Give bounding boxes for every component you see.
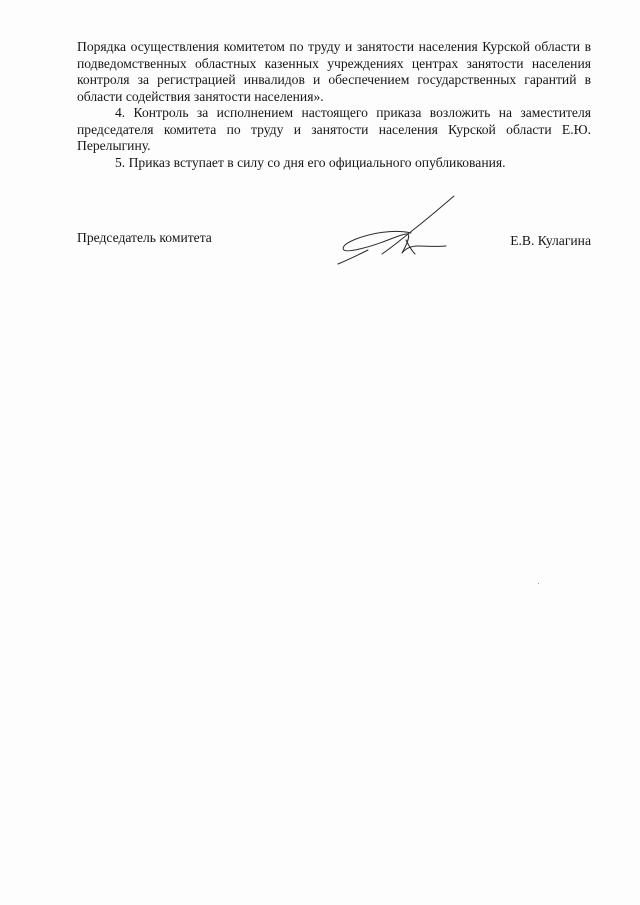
scan-speck — [538, 583, 539, 584]
document-body — [77, 39, 591, 171]
signature-block — [77, 230, 591, 270]
signatory-title: Председатель комитета — [77, 230, 212, 245]
paragraph-item-4-control: 4. Контроль за исполнением настоящего приказа возложить на заместителя председателя комитета по труду и занятости населения Курской области Е.Ю. Перелыгину. — [77, 105, 591, 153]
paragraph-procedure-continuation: Порядка осуществления комитетом по труду и занятости населения Курской области в подведомственных областных казенных учреждениях центрах занятости населения контроля за регистрацией инвалидов и обеспечением государственных гарантий в области содействия занятости населения». — [77, 39, 591, 104]
signatory-name: Е.В. Кулагина — [510, 233, 591, 248]
paragraph-item-5-effective-date: 5. Приказ вступает в силу со дня его официального опубликования. — [115, 154, 506, 170]
